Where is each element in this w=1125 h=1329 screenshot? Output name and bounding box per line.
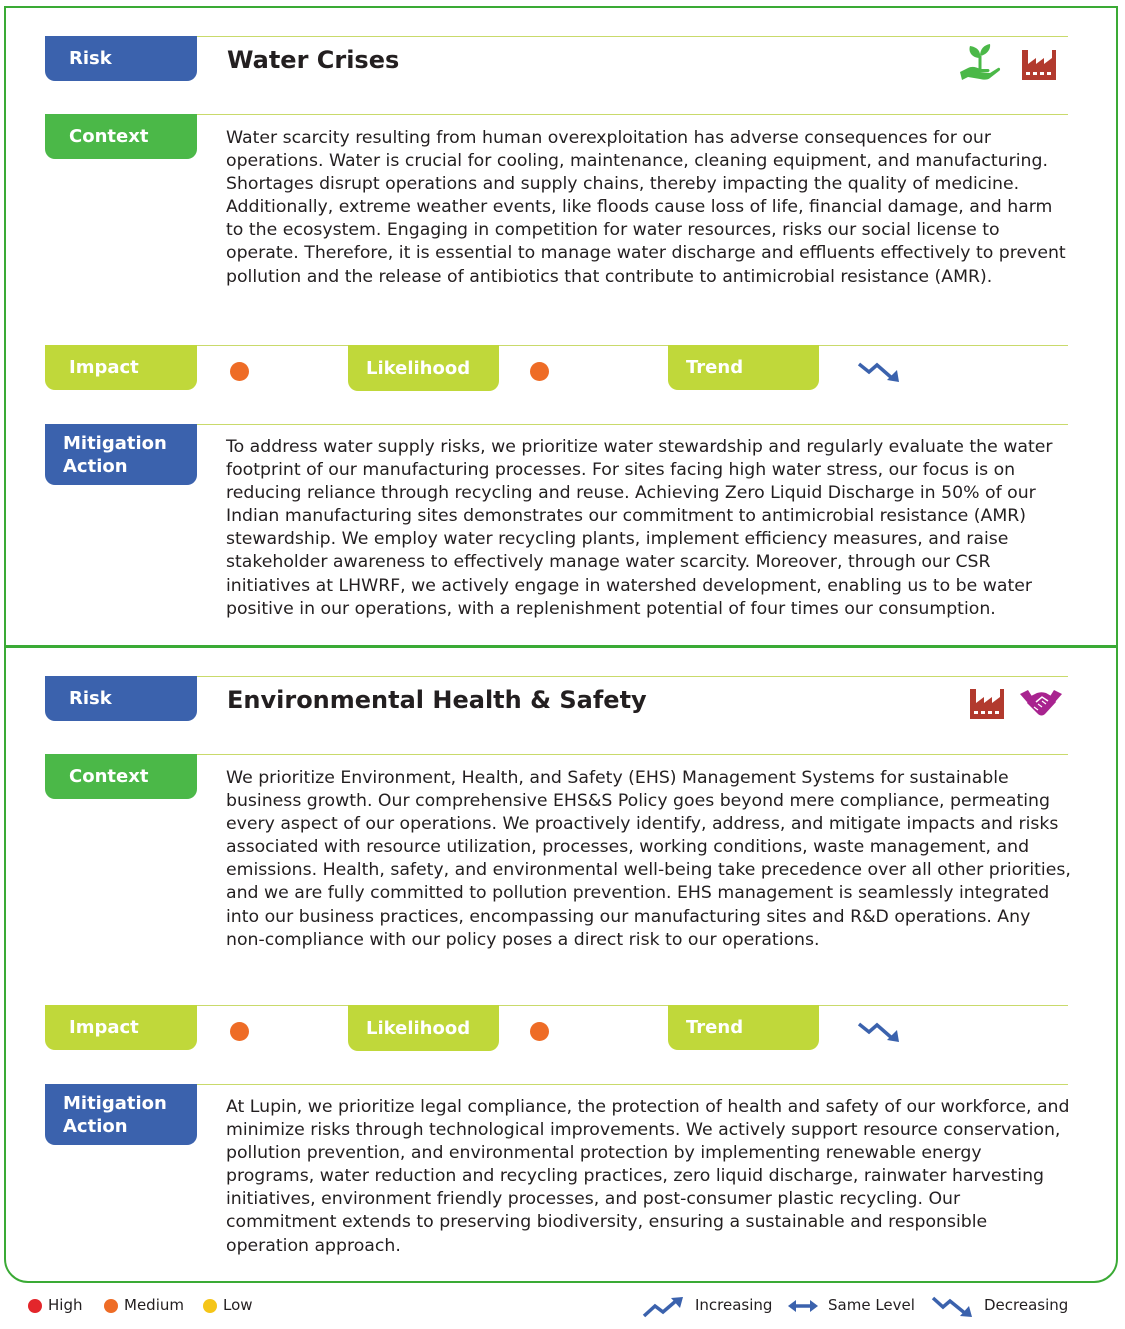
risk-title: Water Crises [227, 46, 400, 74]
increasing-trend-icon [641, 1295, 687, 1319]
mitigation-label-line2: Action [63, 1115, 128, 1137]
mitigation-tab [45, 424, 197, 485]
rating-rule [197, 1005, 1068, 1006]
context-tab: Context [45, 754, 197, 799]
likelihood-tab: Likelihood [348, 345, 499, 391]
mitigation-text: To address water supply risks, we prioritize water stewardship and regularly evaluate the water footprint of our manufacturing processes. For sites facing high water stress, our focus is on reducing reliance through recycling and reuse. Achieving Zero Liquid Discharge in 50% of our Indian manufacturing sites demonstrates our commitment to antimicrobial resistance (AMR) stewardship. We employ water recycling plants, implement efficiency measures, and raise stakeholder awareness to effectively manage water scarcity. Moreover, through our CSR initiatives at LHWRF, we actively engage in watershed development, enabling us to be water positive in our operations, with a replenishment potential of four times our consumption. [226, 437, 1053, 619]
legend-same-level-label: Same Level [828, 1296, 915, 1314]
context-text: Water scarcity resulting from human overexploitation has adverse consequences for our operations. Water is crucial for cooling, maintenance, cleaning equipment, and manufacturing. Shortages disrupt operations and supply chains, thereby impacting the quality of medicine. Additionally, extreme weather events, like floods cause loss of life, financial damage, and harm to the ecosystem. Engaging in competition for water resources, risks our social license to operate. Therefore, it is essential to manage water discharge and effluents effectively to prevent pollution and the release of antibiotics that contribute to antimicrobial resistance (AMR). [226, 128, 1066, 287]
risk-tab: Risk [45, 676, 197, 721]
legend-increasing-label: Increasing [695, 1296, 773, 1314]
legend-low-dot [203, 1299, 217, 1313]
mitigation-text: At Lupin, we prioritize legal compliance, the protection of health and safety of our workforce, and minimize risks through technological improvements. We actively support resource conservation, pollution prevention, and environmental protection by implementing renewable energy programs, water reduction and recycling practices, zero liquid discharge, rainwater harvesting initiatives, environment friendly processes, and post-consumer plastic recycling. Our commitment extends to preserving biodiversity, ensuring a sustainable and responsible operation approach. [226, 1097, 1070, 1256]
legend-medium-label: Medium [124, 1296, 184, 1314]
section-divider [4, 645, 1118, 648]
decreasing-trend-icon [857, 1018, 903, 1044]
same-level-icon [787, 1297, 819, 1315]
title-rule [197, 676, 1068, 677]
legend-low-label: Low [223, 1296, 253, 1314]
likelihood-tab: Likelihood [348, 1005, 499, 1051]
mitigation-rule [197, 424, 1068, 425]
legend-medium-dot [104, 1299, 118, 1313]
rating-rule [197, 345, 1068, 346]
risk-tab: Risk [45, 36, 197, 81]
plant-hand-icon [958, 42, 1002, 84]
legend-high-dot [28, 1299, 42, 1313]
mitigation-label-line1: Mitigation [63, 432, 167, 454]
legend-decreasing-label: Decreasing [984, 1296, 1069, 1314]
mitigation-tab [45, 1084, 197, 1145]
trend-tab: Trend [668, 1005, 819, 1050]
handshake-icon [1019, 688, 1063, 718]
impact-tab: Impact [45, 1005, 197, 1050]
impact-medium-dot [230, 1022, 249, 1041]
title-rule [197, 36, 1068, 37]
mitigation-label-line2: Action [63, 455, 128, 477]
context-tab: Context [45, 114, 197, 159]
trend-tab: Trend [668, 345, 819, 390]
legend-high-label: High [48, 1296, 83, 1314]
context-text: We prioritize Environment, Health, and Safety (EHS) Management Systems for sustainable business growth. Our comprehensive EHS&S Policy goes beyond mere compliance, permeating every aspect of our operations. We proactively identify, address, and mitigate impacts and risks associated with resource utilization, processes, working conditions, waste management, and emissions. Health, safety, and environmental well-being take precedence over all other priorities, and we are fully committed to pollution prevention. EHS management is seamlessly integrated into our business practices, encompassing our manufacturing sites and R&D operations. Any non-compliance with our policy poses a direct risk to our operations. [226, 768, 1071, 950]
context-rule [197, 114, 1068, 115]
context-rule [197, 754, 1068, 755]
factory-icon [968, 685, 1006, 721]
decreasing-trend-icon [930, 1295, 976, 1319]
factory-icon [1020, 46, 1058, 82]
likelihood-medium-dot [530, 362, 549, 381]
mitigation-label-line1: Mitigation [63, 1092, 167, 1114]
mitigation-rule [197, 1084, 1068, 1085]
impact-tab: Impact [45, 345, 197, 390]
risk-title: Environmental Health & Safety [227, 686, 647, 714]
impact-medium-dot [230, 362, 249, 381]
decreasing-trend-icon [857, 358, 903, 384]
likelihood-medium-dot [530, 1022, 549, 1041]
